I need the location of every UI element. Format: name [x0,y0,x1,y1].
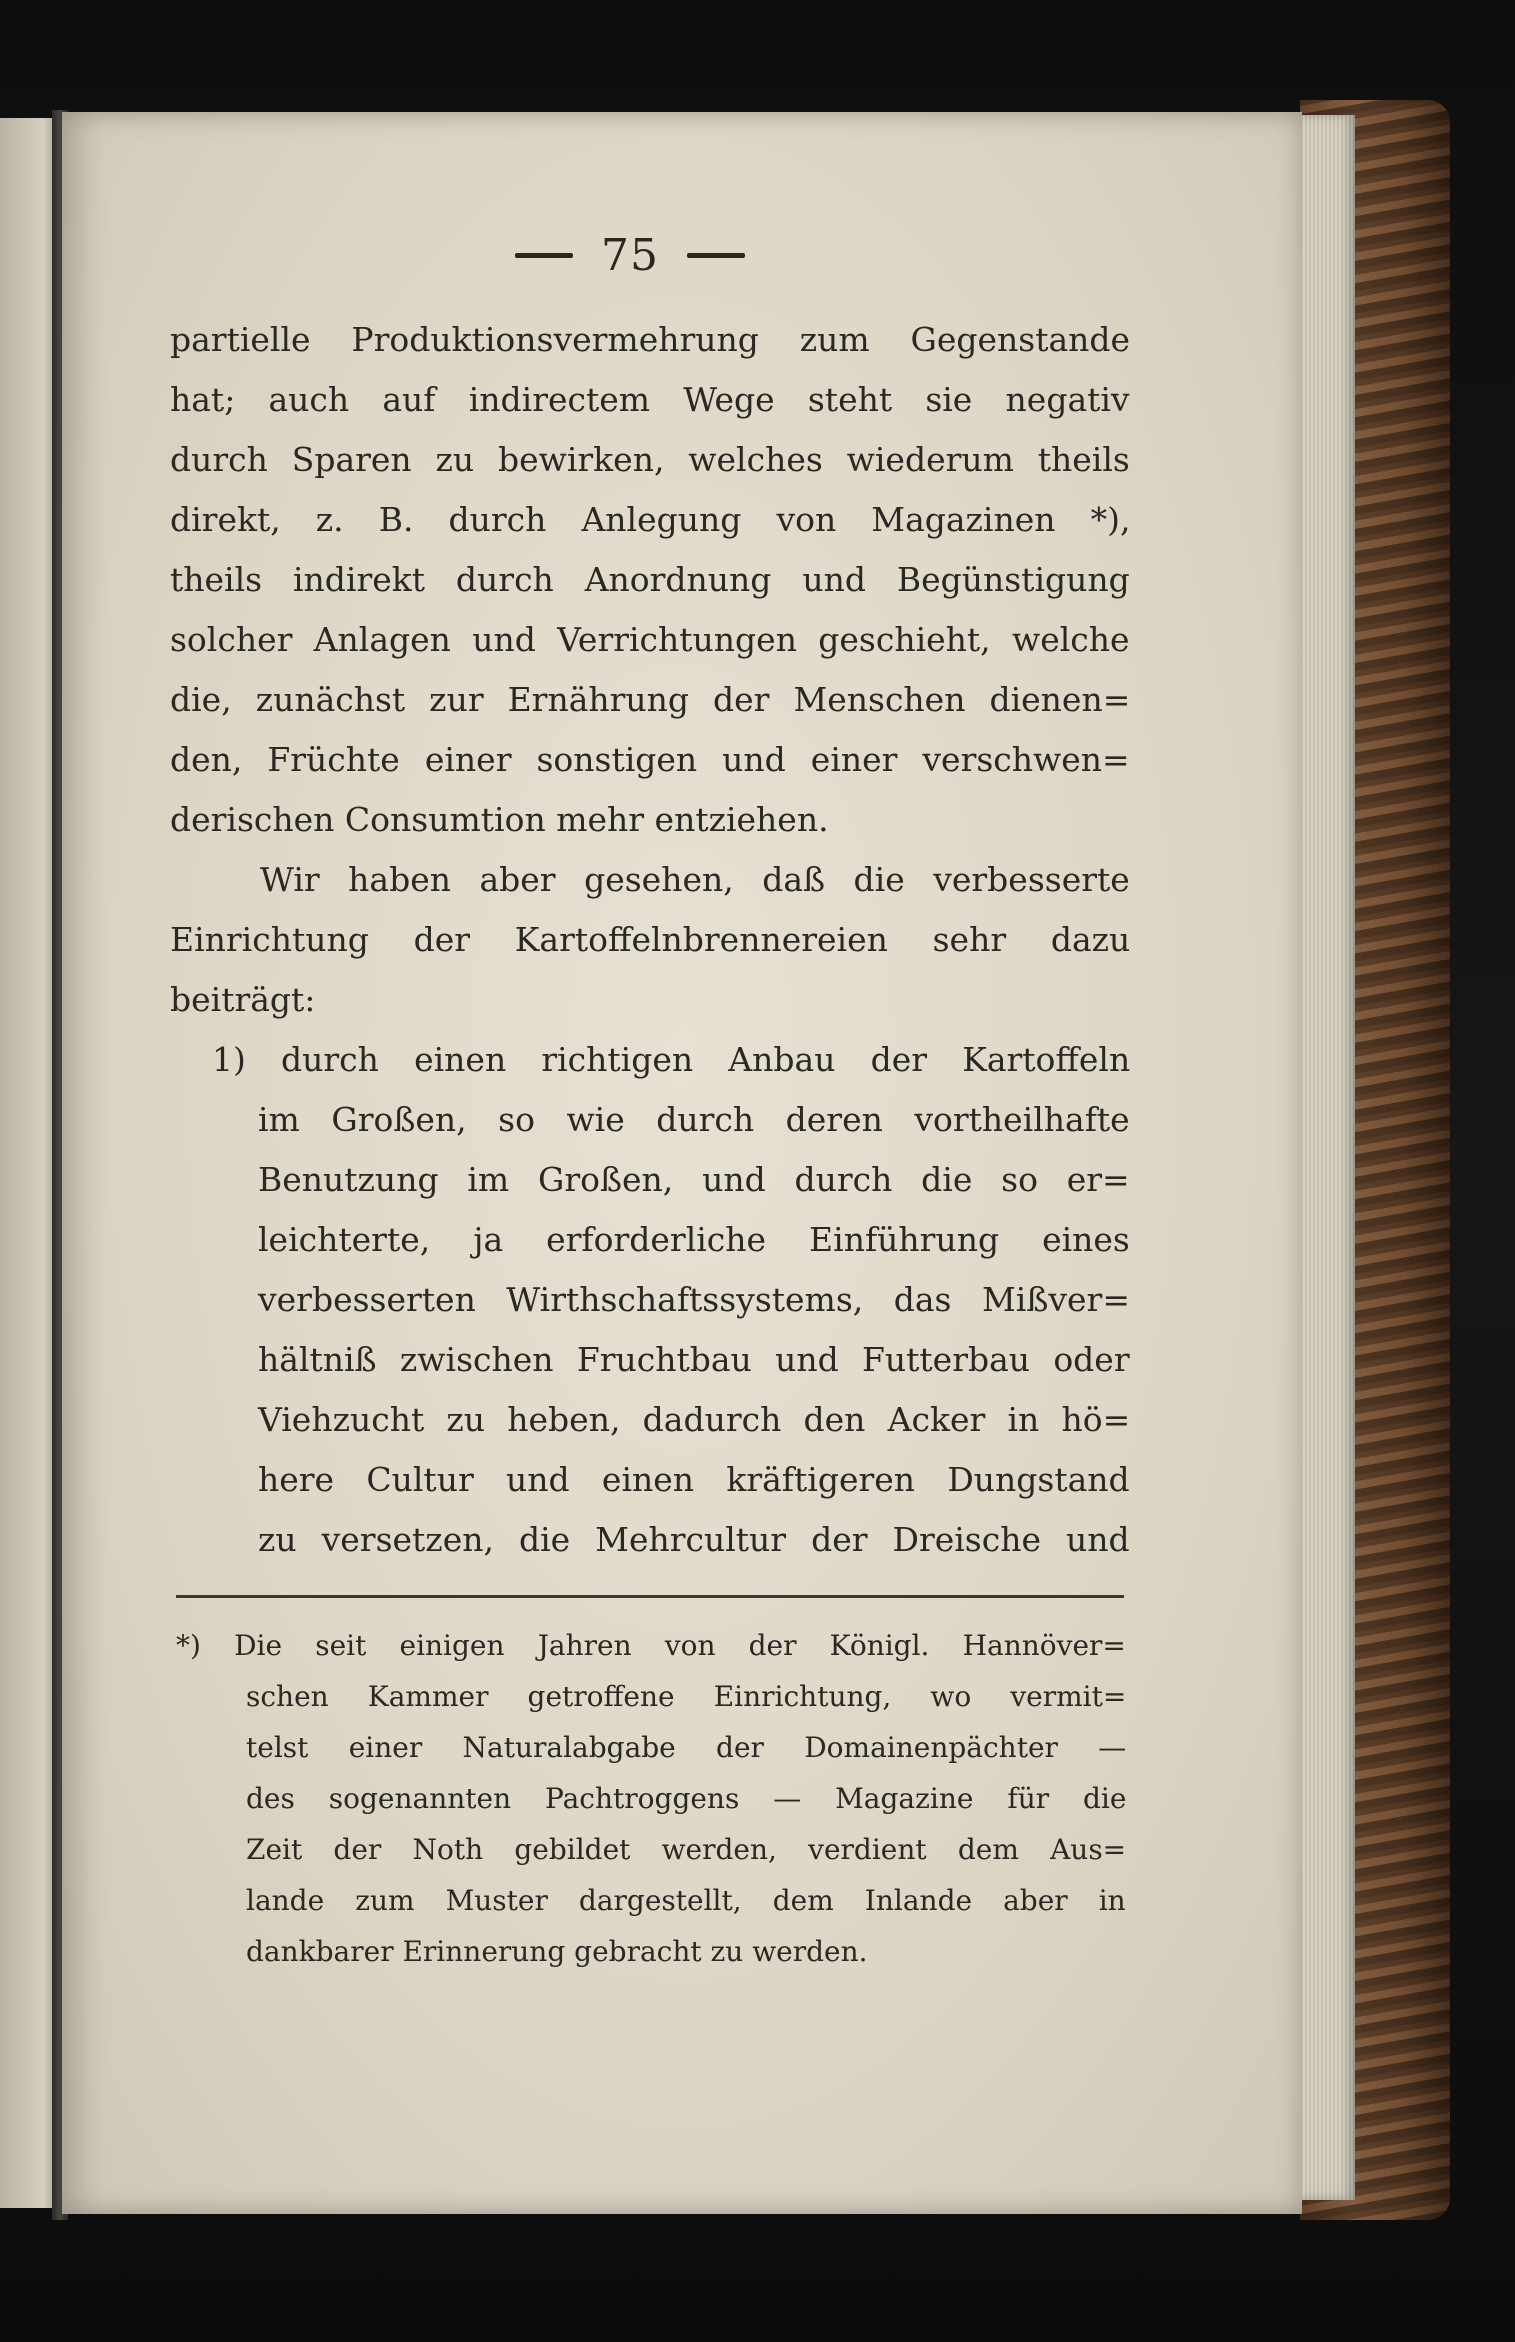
text-line [170,610,1130,670]
text-line-content: zu versetzen, die Mehrcultur der Dreische und [258,1520,1130,1559]
text-line [170,1090,1130,1150]
list-item-line [170,1030,1130,1090]
footnote [176,1620,1126,1977]
footnote-line-content: des sogenannten Pachtroggens — Magazine für die [246,1782,1127,1815]
text-line-content: im Großen, so wie durch deren vortheilhafte [258,1100,1130,1139]
text-line [170,1450,1130,1510]
text-line [170,1510,1130,1570]
text-line-content: die, zunächst zur Ernährung der Menschen dienen= [170,680,1131,719]
footnote-line [176,1875,1126,1926]
footnote-line [176,1926,1126,1977]
text-line-content: den, Früchte einer sonstigen und einer verschwen= [170,740,1130,779]
text-line-content: Benutzung im Großen, und durch die so er= [258,1160,1130,1199]
footnote-line [176,1722,1126,1773]
footnote-line-content: *) Die seit einigen Jahren von der Königl. Hannöver= [176,1629,1126,1662]
footnote-line-content: lande zum Muster dargestellt, dem Inlande aber in [246,1884,1126,1917]
text-line [170,430,1130,490]
text-line-content: durch Sparen zu bewirken, welches wiederum theils [170,440,1130,479]
text-line [170,370,1130,430]
text-line-content: beiträgt: [170,980,316,1019]
header-dash-left [515,253,573,258]
text-line-content: 1) durch einen richtigen Anbau der Kartoffeln [212,1040,1131,1079]
body-text [170,310,1130,1570]
text-line [170,1390,1130,1450]
text-line [170,910,1130,970]
text-line [170,790,1130,850]
page-number: 75 [601,229,659,281]
text-line [170,550,1130,610]
text-line-content: hat; auch auf indirectem Wege steht sie negativ [170,380,1130,419]
text-line-content: derischen Consumtion mehr entziehen. [170,800,829,839]
text-line [170,850,1130,910]
text-line-content: hältniß zwischen Fruchtbau und Futterbau oder [258,1340,1130,1379]
footnote-line [176,1773,1126,1824]
text-line-content: solcher Anlagen und Verrichtungen geschieht, welche [170,620,1130,659]
text-line-content: partielle Produktionsvermehrung zum Gegenstande [170,320,1131,359]
page-header [470,225,790,285]
text-line-content: here Cultur und einen kräftigeren Dungstand [258,1460,1130,1499]
text-line-content: verbesserten Wirthschaftssystems, das Mißver= [258,1280,1130,1319]
text-line-content: theils indirekt durch Anordnung und Begünstigung [170,560,1130,599]
text-line [170,490,1130,550]
footnote-line-content: schen Kammer getroffene Einrichtung, wo vermit= [246,1680,1127,1713]
footnote-line [176,1671,1126,1722]
text-line [170,1270,1130,1330]
footnote-line-content: Zeit der Noth gebildet werden, verdient dem Aus= [246,1833,1127,1866]
text-line [170,970,1130,1030]
page-block-edges [1295,115,1355,2200]
text-line [170,1210,1130,1270]
footnote-line-content: dankbarer Erinnerung gebracht zu werden. [246,1935,868,1968]
footnote-line [176,1824,1126,1875]
footnote-line-content: telst einer Naturalabgabe der Domainenpächter — [246,1731,1127,1764]
text-line [170,670,1130,730]
text-line-content: Einrichtung der Kartoffelnbrennereien sehr dazu [170,920,1131,959]
text-line [170,730,1130,790]
header-dash-right [687,253,745,258]
text-line-content: direkt, z. B. durch Anlegung von Magazinen *), [170,500,1131,539]
footnote-divider [176,1595,1124,1598]
text-line-content: leichterte, ja erforderliche Einführung eines [258,1220,1130,1259]
footnote-line [176,1620,1126,1671]
text-line-content: Wir haben aber gesehen, daß die verbesserte [260,860,1130,899]
text-line [170,310,1130,370]
text-line [170,1150,1130,1210]
text-line [170,1330,1130,1390]
text-line-content: Viehzucht zu heben, dadurch den Acker in hö= [258,1400,1131,1439]
